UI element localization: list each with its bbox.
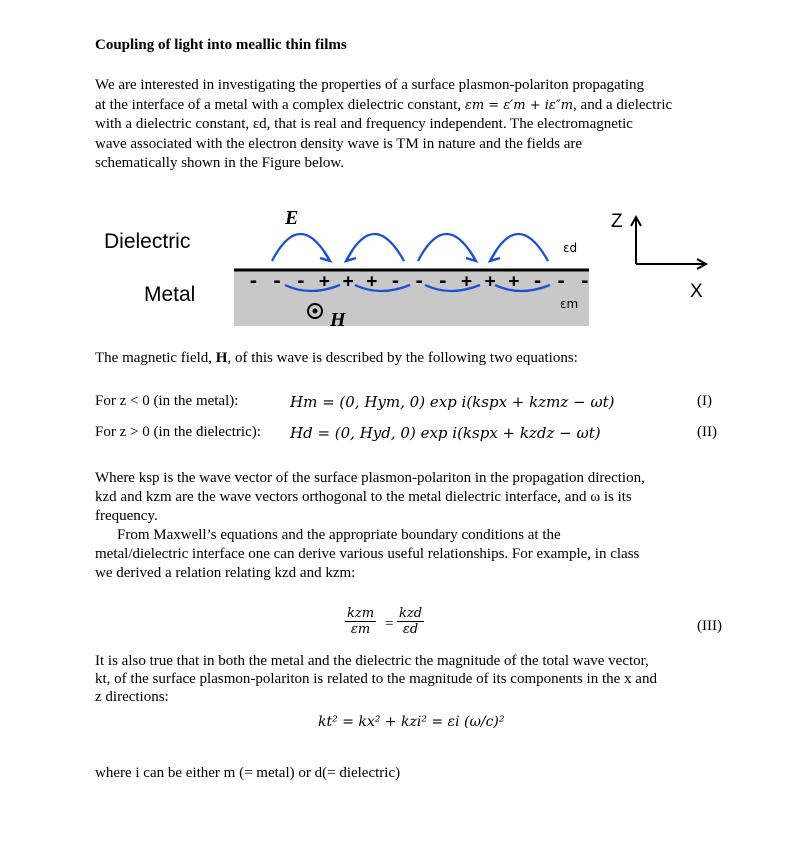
where-line-3: frequency. [95, 508, 158, 524]
where-line-1: Where ksp is the wave vector of the surface plasmon-polariton in the propagation direction, [95, 470, 645, 486]
magnetic-intro-a: The magnetic field, [95, 350, 216, 366]
intro-line-2-tail: , and a dielectric [573, 96, 673, 113]
dielectric-label: Dielectric [104, 230, 191, 253]
where-line-5: metal/dielectric interface one can derive various useful relationships. For example, in class [95, 546, 640, 562]
eq3-number: (III) [697, 618, 722, 634]
intro-line-4: wave associated with the electron density wave is TM in nature and the fields are [95, 135, 583, 152]
equation-3 [345, 606, 435, 650]
total-paragraph [95, 652, 735, 706]
intro-line-1: We are interested in investigating the properties of a surface plasmon-polariton propagating [95, 77, 645, 93]
charge-distribution: - - - + + + - - - + + + - - - [248, 271, 592, 292]
e-arc-3 [418, 234, 476, 261]
axis-arrows [631, 217, 706, 269]
e-arc-4 [490, 234, 548, 261]
h-field-label: H [330, 309, 346, 331]
magnetic-intro-bold: H [215, 350, 228, 366]
eq3-denominator-1: εm [350, 622, 371, 637]
eq2-number: (II) [697, 424, 717, 440]
where-paragraph [95, 469, 735, 583]
axis-z-label: Z [611, 211, 623, 232]
eq3-denominator-2: εd [402, 622, 419, 637]
total-line-1: It is also true that in both the metal and the dielectric the magnitude of the total wave vector, [95, 653, 649, 669]
total-line-3: z directions: [95, 689, 169, 705]
eq3-equals: = [385, 616, 394, 632]
eq2-body: Hd = (0, Hyd, 0) exp i(kspx + kzdz − ωt) [290, 424, 601, 442]
eq1-label: For z < 0 (in the metal): [95, 393, 239, 409]
where-line-4 [95, 526, 735, 545]
epsilon-m-equation: εm = ε′m + iε″m [464, 97, 574, 113]
axis-x-label: X [690, 281, 703, 302]
eps-m-label: εm [560, 297, 579, 311]
intro-line-2-text: at the interface of a metal with a complex dielectric constant, [95, 96, 465, 113]
eq1-body: Hm = (0, Hym, 0) exp i(kspx + kzmz − ωt) [290, 393, 615, 411]
kt-equation: kt² = kx² + kzi² = εi (ω/c)² [318, 714, 505, 730]
plasmon-figure [100, 205, 720, 335]
e-arrowhead-1 [320, 251, 330, 261]
eq3-numerator-2: kzd [399, 606, 423, 621]
e-arrowhead-3 [466, 251, 476, 261]
where-line-6: we derived a relation relating kzd and kzm: [95, 565, 356, 581]
footer-line: where i can be either m (= metal) or d(= dielectric) [95, 765, 401, 781]
magnetic-intro [95, 349, 735, 369]
eq3-fraction-2 [397, 606, 424, 637]
e-field-label: E [285, 207, 299, 229]
intro-line-2 [95, 96, 735, 116]
where-line-4-text: From Maxwell’s equations and the appropriate boundary conditions at the [117, 527, 561, 543]
eq1-number: (I) [697, 393, 712, 409]
magnetic-intro-b: , of this wave is described by the following two equations: [227, 350, 578, 366]
eps-d-label: εd [563, 241, 578, 255]
e-arc-1 [272, 234, 330, 261]
metal-label: Metal [144, 283, 196, 306]
document-title: Coupling of light into meallic thin films [95, 37, 347, 53]
intro-line-5: schematically shown in the Figure below. [95, 155, 344, 171]
where-line-2: kzd and kzm are the wave vectors orthogonal to the metal dielectric interface, and ω is its [95, 489, 632, 505]
h-field-dot [313, 309, 318, 314]
eq2-label: For z > 0 (in the dielectric): [95, 424, 261, 440]
e-arc-2 [346, 234, 404, 261]
intro-line-3: with a dielectric constant, εd, that is real and frequency independent. The electromagnetic [95, 116, 633, 132]
eq3-fraction-1 [345, 606, 376, 637]
eq3-numerator-1: kzm [347, 606, 375, 621]
intro-paragraph [95, 76, 735, 174]
total-line-2: kt, of the surface plasmon-polariton is related to the magnitude of its components in the x and [95, 671, 657, 687]
